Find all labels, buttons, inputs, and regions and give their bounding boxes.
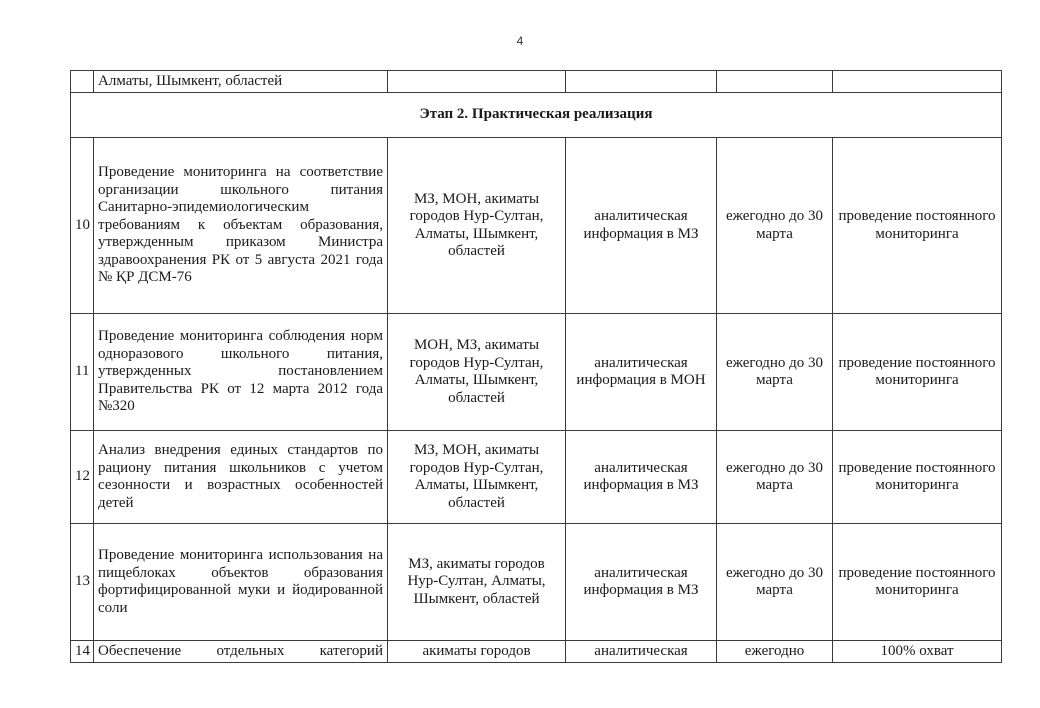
page-number: 4	[516, 34, 524, 48]
row-number-cell: 12	[71, 431, 94, 524]
stage-heading: Этап 2. Практическая реализация	[71, 93, 1002, 138]
result-cell: проведение постоянного мониторинга	[833, 431, 1002, 524]
description-cell: Обеспечение отдельных категорий	[94, 641, 388, 663]
deadline-cell: ежегодно до 30 марта	[717, 138, 833, 314]
table-row	[71, 314, 1002, 431]
result-cell: 100% охват	[833, 641, 1002, 663]
row-number-cell	[71, 71, 94, 93]
deadline-cell: ежегодно до 30 марта	[717, 524, 833, 641]
row-number-cell: 10	[71, 138, 94, 314]
result-cell: проведение постоянного мониторинга	[833, 314, 1002, 431]
description-cell: Проведение мониторинга использования на пищеблоках объектов образования фортифицированной муки и йодированной соли	[94, 524, 388, 641]
form-cell: аналитическая информация в МЗ	[566, 138, 717, 314]
responsible-cell: МОН, МЗ, акиматы городов Нур-Султан, Алматы, Шымкент, областей	[388, 314, 566, 431]
deadline-cell: ежегодно	[717, 641, 833, 663]
deadline-cell: ежегодно до 30 марта	[717, 314, 833, 431]
row-number-cell: 13	[71, 524, 94, 641]
action-plan-table	[70, 70, 1002, 663]
result-cell	[833, 71, 1002, 93]
form-cell: аналитическая информация в МОН	[566, 314, 717, 431]
table-row	[71, 524, 1002, 641]
form-cell: аналитическая информация в МЗ	[566, 524, 717, 641]
description-cell: Анализ внедрения единых стандартов по рациону питания школьников с учетом сезонности и возрастных особенностей детей	[94, 431, 388, 524]
responsible-cell	[388, 71, 566, 93]
responsible-cell: МЗ, МОН, акиматы городов Нур-Султан, Алматы, Шымкент, областей	[388, 431, 566, 524]
table-row	[71, 138, 1002, 314]
result-cell: проведение постоянного мониторинга	[833, 524, 1002, 641]
table-row	[71, 641, 1002, 663]
deadline-cell	[717, 71, 833, 93]
responsible-cell: акиматы городов	[388, 641, 566, 663]
row-number-cell: 14	[71, 641, 94, 663]
responsible-cell: МЗ, МОН, акиматы городов Нур-Султан, Алматы, Шымкент, областей	[388, 138, 566, 314]
form-cell: аналитическая информация в МЗ	[566, 431, 717, 524]
stage-row	[71, 93, 1002, 138]
description-cell: Проведение мониторинга на соответствие организации школьного питания Санитарно-эпидемиологическим требованиям к объектам образования, утвержденным приказом Министра здравоохранения РК от 5 августа 2021 года № ҚР ДСМ-76	[94, 138, 388, 314]
row-number-cell: 11	[71, 314, 94, 431]
result-cell: проведение постоянного мониторинга	[833, 138, 1002, 314]
form-cell: аналитическая	[566, 641, 717, 663]
description-cell: Алматы, Шымкент, областей	[94, 71, 388, 93]
responsible-cell: МЗ, акиматы городов Нур-Султан, Алматы, Шымкент, областей	[388, 524, 566, 641]
table-row	[71, 431, 1002, 524]
form-cell	[566, 71, 717, 93]
deadline-cell: ежегодно до 30 марта	[717, 431, 833, 524]
table-row-continued	[71, 71, 1002, 93]
description-cell: Проведение мониторинга соблюдения норм одноразового школьного питания, утвержденных постановлением Правительства РК от 12 марта 2012 года №320	[94, 314, 388, 431]
